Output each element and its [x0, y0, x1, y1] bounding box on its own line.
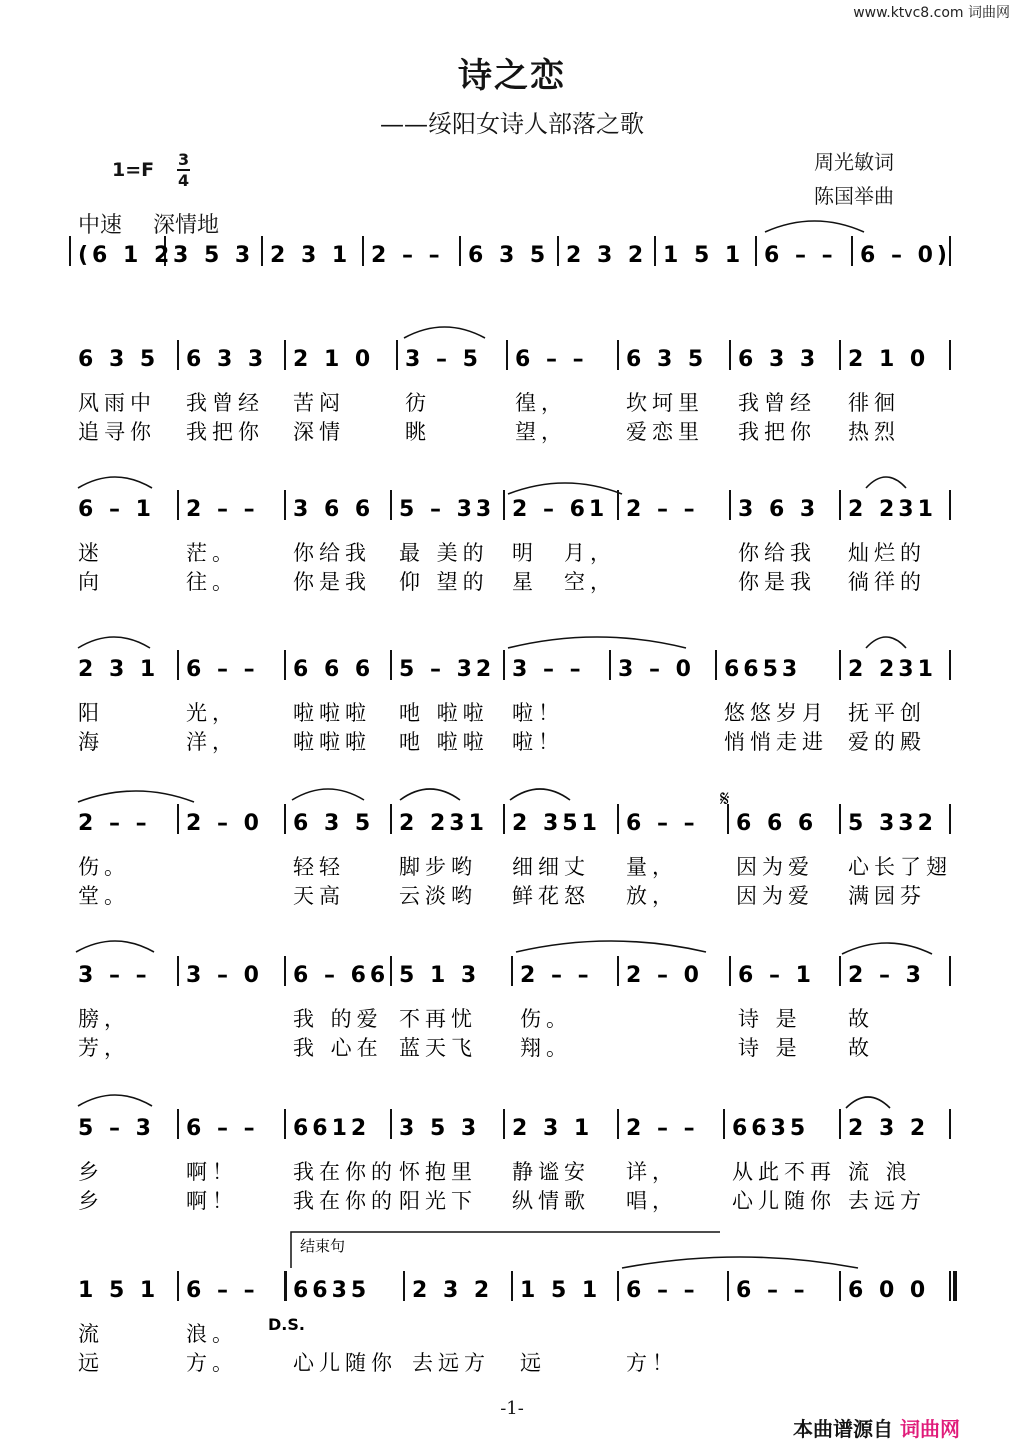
measure-notes: 5 1 3	[399, 963, 481, 988]
measure-notes: 6 – –	[515, 347, 588, 372]
measure-notes: 2 3 1	[270, 243, 352, 268]
ds-mark: D.S.	[268, 1315, 305, 1334]
lyric-verse-1: 流	[78, 1322, 104, 1346]
measure-notes: 6653	[724, 657, 802, 682]
measure-notes: 6 3 3	[738, 347, 820, 372]
slur	[400, 789, 460, 800]
slur	[510, 789, 570, 800]
lyric-verse-1: 啊！	[186, 1160, 238, 1184]
slur	[622, 1257, 858, 1268]
expression-marking: 深情地	[153, 213, 220, 238]
lyricist-credit: 周光敏词	[814, 150, 894, 174]
lyric-verse-1: 啦！	[512, 701, 564, 725]
measure-notes: 2 – 0	[186, 811, 263, 836]
slur	[78, 477, 152, 488]
slur	[765, 221, 864, 232]
slur	[516, 941, 706, 952]
measure-notes: 2 3 2	[566, 243, 648, 268]
measure-notes: 6 – 66	[293, 963, 390, 988]
lyric-verse-1: 吔 啦啦	[399, 701, 489, 725]
time-signature-bottom: 4	[178, 171, 190, 190]
lyric-verse-1: 怀抱里	[399, 1160, 477, 1184]
song-subtitle: ——绥阳女诗人部落之歌	[380, 110, 644, 138]
measure-notes: 6 – 1	[78, 497, 155, 522]
lyric-verse-2: 方！	[626, 1351, 678, 1375]
lyric-verse-1: 彷	[405, 391, 431, 415]
measure-notes: 6 – 1	[738, 963, 815, 988]
lyric-verse-2: 你是我	[738, 570, 816, 594]
site-watermark: www.ktvc8.com 词曲网	[853, 5, 1010, 21]
measure-notes: 2 – –	[78, 811, 151, 836]
lyric-verse-2: 啊！	[186, 1189, 238, 1213]
song-title: 诗之恋	[458, 56, 566, 96]
lyric-verse-1: 不再忧	[399, 1007, 477, 1031]
measure-notes: 6 – –	[186, 1278, 259, 1303]
measure-notes: 3 – –	[78, 963, 151, 988]
lyric-verse-2: 爱的殿	[848, 730, 926, 754]
lyric-verse-2: 蓝天飞	[399, 1036, 477, 1060]
lyric-verse-2: 啦！	[512, 730, 564, 754]
lyric-verse-1: 你给我	[738, 541, 816, 565]
measure-notes: 3 6 3	[738, 497, 820, 522]
lyric-verse-1: 迷	[78, 541, 104, 565]
lyric-verse-2: 唱，	[626, 1189, 678, 1213]
lyric-verse-1: 浪。	[186, 1322, 238, 1346]
lyric-verse-2: 去远方	[412, 1351, 490, 1375]
lyric-verse-1: 膀，	[78, 1007, 130, 1031]
measure-notes: 2 – –	[626, 497, 699, 522]
lyric-verse-2: 堂。	[78, 884, 130, 908]
lyric-verse-2: 你是我	[293, 570, 371, 594]
lyric-verse-1: 抚平创	[848, 701, 926, 725]
lyric-verse-1: 因为爱	[736, 855, 814, 879]
lyric-verse-1: 细细丈	[512, 855, 590, 879]
lyric-verse-1: 灿烂的	[848, 541, 926, 565]
lyric-verse-2: 星 空，	[512, 570, 616, 594]
lyric-verse-1: 啦啦啦	[293, 701, 371, 725]
lyric-verse-2: 云淡哟	[399, 884, 477, 908]
measure-notes: 6 – –	[186, 1116, 259, 1141]
measure-notes: 6 – –	[626, 1278, 699, 1303]
lyric-verse-2: 诗 是	[738, 1036, 802, 1060]
lyric-verse-1: 我在你的	[293, 1160, 397, 1184]
lyric-verse-1: 轻轻	[293, 855, 345, 879]
slur	[78, 637, 150, 648]
lyric-verse-1: 最 美的	[399, 541, 489, 565]
measure-notes: 3 5 3	[399, 1116, 481, 1141]
coda-label: 结束句	[300, 1237, 346, 1255]
source-label: 本曲谱源自	[793, 1417, 893, 1441]
lyric-verse-2: 我 心在	[293, 1036, 383, 1060]
measure-notes: 6 – –	[186, 657, 259, 682]
measure-notes: 3 6 6	[293, 497, 375, 522]
slur	[846, 1097, 890, 1108]
lyric-verse-2: 热烈	[848, 420, 900, 444]
lyric-verse-1: 徘徊	[848, 391, 900, 415]
lyric-verse-1: 我 的爱	[293, 1007, 383, 1031]
measure-notes: 6 3 5	[78, 347, 160, 372]
lyric-verse-1: 坎坷里	[626, 391, 704, 415]
source-credit	[793, 1413, 960, 1442]
key-signature: 1=F	[112, 159, 155, 181]
lyric-verse-1: 量，	[626, 855, 678, 879]
slur	[78, 1095, 152, 1106]
lyric-verse-2: 徜徉的	[848, 570, 926, 594]
measure-notes: 6 3 5	[626, 347, 708, 372]
lyric-verse-2: 远	[520, 1351, 546, 1375]
lyric-verse-1: 光，	[186, 701, 238, 725]
lyric-verse-1: 静谧安	[512, 1160, 590, 1184]
lyric-verse-2: 向	[78, 570, 104, 594]
slur	[866, 477, 906, 488]
lyric-verse-1: 乡	[78, 1160, 104, 1184]
lyric-verse-2: 纵情歌	[512, 1189, 590, 1213]
lyric-verse-1: 脚步哟	[399, 855, 477, 879]
measure-notes: 3 5 3	[173, 243, 255, 268]
slur	[866, 637, 906, 648]
measure-notes: 2 – 0	[626, 963, 703, 988]
measure-notes: 3 – –	[512, 657, 585, 682]
slur	[508, 637, 686, 648]
lyric-verse-1: 从此不再	[732, 1160, 836, 1184]
measure-notes: 5 – 3	[78, 1116, 155, 1141]
lyric-verse-1: 伤。	[78, 855, 130, 879]
measure-notes: 6 – –	[626, 811, 699, 836]
slur	[78, 791, 194, 802]
measure-notes: 2 1 0	[293, 347, 375, 372]
measure-notes: 2 – –	[371, 243, 444, 268]
slur	[76, 941, 154, 952]
lyric-verse-1: 风雨中	[78, 391, 156, 415]
measure-notes: 6 3 5	[468, 243, 550, 268]
time-signature-top: 3	[178, 150, 190, 169]
lyric-verse-2: 爱恋里	[626, 420, 704, 444]
lyric-verse-2: 芳，	[78, 1036, 130, 1060]
measure-notes: 3 – 0	[186, 963, 263, 988]
measure-notes: 2 – 3	[848, 963, 925, 988]
lyric-verse-2: 追寻你	[78, 420, 156, 444]
measure-notes: 2 3 2	[412, 1278, 494, 1303]
lyric-verse-1: 心长了翅	[848, 855, 952, 879]
lyric-verse-1: 流 浪	[848, 1160, 912, 1184]
lyric-verse-1: 故	[848, 1007, 874, 1031]
lyric-verse-2: 悄悄走进	[724, 730, 828, 754]
source-brand: 词曲网	[899, 1417, 960, 1441]
lyric-verse-2: 放，	[626, 884, 678, 908]
lyric-verse-2: 海	[78, 730, 104, 754]
lyric-verse-1: 诗 是	[738, 1007, 802, 1031]
measure-notes: 3 – 0	[618, 657, 695, 682]
measure-notes: 6 – –	[764, 243, 837, 268]
measure-notes: 2 3 1	[512, 1116, 594, 1141]
measure-notes: 2 1 0	[848, 347, 930, 372]
lyric-verse-2: 远	[78, 1351, 104, 1375]
lyric-verse-1: 苦闷	[293, 391, 345, 415]
slur	[292, 789, 364, 800]
measure-notes: 6 – 0)	[860, 243, 951, 268]
segno-mark: 𝄋	[720, 787, 730, 812]
lyric-verse-1: 我曾经	[186, 391, 264, 415]
measure-notes: 6 – –	[736, 1278, 809, 1303]
measure-notes: 2 3 1	[78, 657, 160, 682]
lyric-verse-2: 心儿随你	[732, 1189, 836, 1213]
measure-notes: 6 3 3	[186, 347, 268, 372]
lyric-verse-2: 方。	[186, 1351, 238, 1375]
lyric-verse-1: 徨，	[515, 391, 567, 415]
lyric-verse-1: 详，	[626, 1160, 678, 1184]
lyric-verse-2: 天高	[293, 884, 345, 908]
lyric-verse-2: 吔 啦啦	[399, 730, 489, 754]
measure-notes: 2 – –	[626, 1116, 699, 1141]
lyric-verse-2: 满园芬	[848, 884, 926, 908]
lyric-verse-1: 明 月，	[512, 541, 616, 565]
measure-notes: 6635	[293, 1278, 371, 1303]
measure-notes: 1 5 1	[663, 243, 745, 268]
lyric-verse-2: 望，	[515, 420, 567, 444]
measure-notes: 6635	[732, 1116, 810, 1141]
composer-credit: 陈国举曲	[814, 184, 894, 208]
lyric-verse-2: 洋，	[186, 730, 238, 754]
measure-notes: 6612	[293, 1116, 371, 1141]
page-number: -1-	[500, 1398, 524, 1419]
measure-notes: 6 6 6	[736, 811, 818, 836]
slur	[508, 483, 622, 494]
lyric-verse-2: 我把你	[738, 420, 816, 444]
measure-notes: 2 – –	[186, 497, 259, 522]
lyric-verse-2: 因为爱	[736, 884, 814, 908]
lyric-verse-2: 翔。	[520, 1036, 572, 1060]
lyric-verse-2: 乡	[78, 1189, 104, 1213]
lyric-verse-1: 我曾经	[738, 391, 816, 415]
tempo-marking: 中速	[78, 213, 123, 238]
measure-notes: 2 3 2	[848, 1116, 930, 1141]
measure-notes: 1 5 1	[78, 1278, 160, 1303]
lyric-verse-2: 我把你	[186, 420, 264, 444]
measure-notes: 2 – –	[520, 963, 593, 988]
measure-notes: 3 – 5	[405, 347, 482, 372]
lyric-verse-1: 阳	[78, 701, 104, 725]
lyric-verse-1: 伤。	[520, 1007, 572, 1031]
lyric-verse-1: 你给我	[293, 541, 371, 565]
lyric-verse-2: 鲜花怒	[512, 884, 590, 908]
slur	[404, 327, 485, 338]
lyric-verse-1: 茫。	[186, 541, 238, 565]
measure-notes: (6 1 2	[78, 243, 174, 268]
lyric-verse-1: 悠悠岁月	[724, 701, 828, 725]
lyric-verse-2: 故	[848, 1036, 874, 1060]
lyric-verse-2: 心儿随你	[293, 1351, 397, 1375]
measure-notes: 2 – 61	[512, 497, 609, 522]
lyric-verse-2: 啦啦啦	[293, 730, 371, 754]
measure-notes: 5 – 32	[399, 657, 496, 682]
measure-notes: 2 231	[399, 811, 488, 836]
measure-notes: 1 5 1	[520, 1278, 602, 1303]
measure-notes: 6 0 0	[848, 1278, 930, 1303]
lyric-verse-2: 仰 望的	[399, 570, 489, 594]
measure-notes: 2 351	[512, 811, 601, 836]
measure-notes: 2 231	[848, 657, 937, 682]
measure-notes: 6 6 6	[293, 657, 375, 682]
measure-notes: 6 3 5	[293, 811, 375, 836]
lyric-verse-2: 眺	[405, 420, 431, 444]
measure-notes: 2 231	[848, 497, 937, 522]
slur	[842, 943, 932, 954]
lyric-verse-2: 去远方	[848, 1189, 926, 1213]
measure-notes: 5 332	[848, 811, 937, 836]
measure-notes: 5 – 33	[399, 497, 496, 522]
lyric-verse-2: 往。	[186, 570, 238, 594]
lyric-verse-2: 阳光下	[399, 1189, 477, 1213]
lyric-verse-2: 深情	[293, 420, 345, 444]
lyric-verse-2: 我在你的	[293, 1189, 397, 1213]
